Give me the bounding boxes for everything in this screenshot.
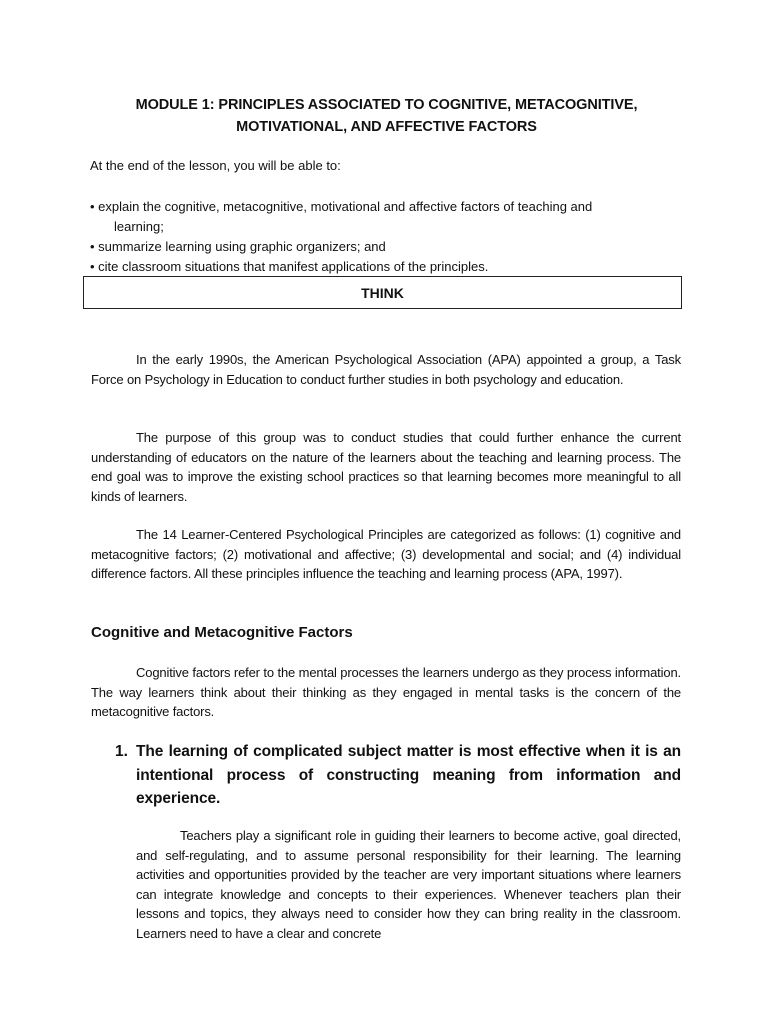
section-heading: Cognitive and Metacognitive Factors bbox=[91, 624, 353, 641]
paragraph-apa-task-force: In the early 1990s, the American Psychological Association (APA) appointed a group, a Task Force on Psychology in Education to conduct further studies in both psychology and education. bbox=[91, 352, 681, 387]
objective-item: • explain the cognitive, metacognitive, motivational and affective factors of teaching and bbox=[90, 199, 593, 214]
paragraph-group-purpose: The purpose of this group was to conduct studies that could further enhance the current understanding of educators on the nature of the learners about the teaching and learning process. The end goal was to improve the existing school practices so that learning becomes more meaningful to all kinds of learners. bbox=[91, 430, 681, 504]
objective-item: • summarize learning using graphic organizers; and bbox=[90, 239, 386, 254]
objective-item-continuation: learning; bbox=[114, 219, 164, 234]
principle-number: 1. bbox=[115, 743, 128, 760]
think-box bbox=[83, 276, 682, 309]
objectives-list bbox=[90, 197, 690, 277]
module-title-line-2: MOTIVATIONAL, AND AFFECTIVE FACTORS bbox=[236, 119, 537, 135]
lesson-intro: At the end of the lesson, you will be able to: bbox=[90, 158, 341, 173]
module-title-line-1: MODULE 1: PRINCIPLES ASSOCIATED TO COGNITIVE, METACOGNITIVE, bbox=[135, 97, 638, 113]
think-label: THINK bbox=[361, 284, 404, 301]
principle-text: The learning of complicated subject matter is most effective when it is an intentional process of constructing meaning from information and experience. bbox=[136, 743, 681, 807]
paragraph-principles-categories: The 14 Learner-Centered Psychological Principles are categorized as follows: (1) cognitive and metacognitive factors; (2) motivational and affective; (3) developmental and social; and (4) individual difference factors. All these principles influence the teaching and learning process (APA, 1997). bbox=[91, 527, 681, 581]
paragraph-teachers-role: Teachers play a significant role in guiding their learners to become active, goal directed, and self-regulating, and to assume personal responsibility for their learning. The learning activities and opportunities provided by the teacher are very important situations where learners can integrate knowledge and concepts to their experiences. Whenever teachers plan their lessons and topics, they always need to consider how they can bring reality in the classroom. Learners need to have a clear and concrete bbox=[136, 828, 681, 941]
principle-heading bbox=[115, 740, 681, 811]
paragraph-cognitive-factors: Cognitive factors refer to the mental processes the learners undergo as they process information. The way learners think about their thinking as they engaged in mental tasks is the concern of the metacognitive factors. bbox=[91, 665, 681, 719]
module-title bbox=[90, 94, 683, 138]
objective-item: • cite classroom situations that manifest applications of the principles. bbox=[90, 259, 489, 274]
